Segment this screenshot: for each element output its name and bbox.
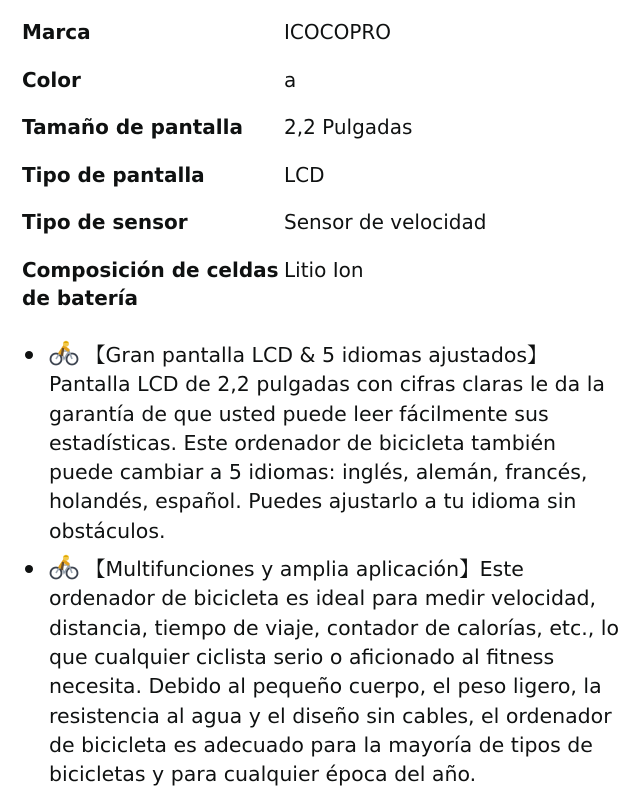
spec-key: Tipo de pantalla <box>22 162 205 187</box>
spec-value: LCD <box>284 162 325 187</box>
spec-value: ICOCOPRO <box>284 20 392 44</box>
spec-row-color <box>22 62 622 110</box>
spec-row-brand <box>22 14 622 62</box>
spec-key: Tipo de sensor <box>22 210 188 234</box>
bullet-text: 【Multifunciones y amplia aplicación】Este ordenador de bicicleta es ideal para medir velocidad, distancia, tiempo de viaje, contador de calorías, etc., lo que cualquier ciclista serio o aficionado al fitness necesita. Debido al pequeño cuerpo, el peso ligero, la resistencia al agua y el diseño sin cables, el ordenador de bicicleta es adecuado para la mayoría de tipos de bicicletas y para cualquier época del año. <box>49 557 620 787</box>
bullet-dot-icon <box>25 565 33 573</box>
spec-key: Marca <box>22 20 91 44</box>
spec-key: Composición de celdas de batería <box>22 257 279 310</box>
cyclist-icon <box>49 340 79 366</box>
spec-value: Litio Ion <box>284 257 364 282</box>
spec-row-screen-type <box>22 157 622 205</box>
spec-row-sensor-type <box>22 204 622 252</box>
cyclist-icon <box>49 554 79 580</box>
product-specs-table <box>22 14 622 320</box>
spec-value: 2,2 Pulgadas <box>284 115 413 139</box>
bullet-text: 【Gran pantalla LCD & 5 idiomas ajustados】Pantalla LCD de 2,2 pulgadas con cifras claras le da la garantía de que usted puede leer fácilmente sus estadísticas. Este ordenador de bicicleta también puede cambiar a 5 idiomas: inglés, alemán, francés, holandés, español. Puedes ajustarlo a tu idioma sin obstáculos. <box>49 343 605 543</box>
list-item <box>0 340 640 546</box>
spec-row-battery-cells <box>22 252 622 320</box>
spec-row-screen-size <box>22 109 622 157</box>
spec-value: a <box>284 67 297 92</box>
spec-key: Tamaño de pantalla <box>22 115 243 139</box>
list-item <box>0 554 640 789</box>
spec-key: Color <box>22 67 81 92</box>
bullet-dot-icon <box>25 351 33 359</box>
spec-value: Sensor de velocidad <box>284 210 487 234</box>
feature-bullets <box>0 340 640 797</box>
